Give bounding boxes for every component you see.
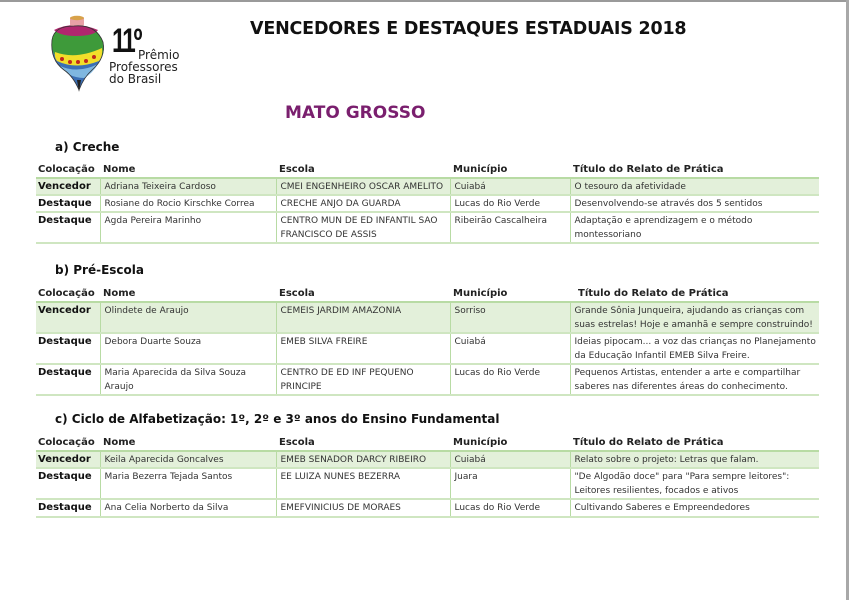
report-title-cell: Ideias pipocam... a voz das crianças no Planejamento da Educação Infantil EMEB Silva Freire. — [570, 333, 819, 364]
table-row — [36, 195, 819, 212]
report-title-cell: Desenvolvendo-se através dos 5 sentidos — [570, 195, 819, 212]
table-row — [36, 302, 819, 333]
table-row — [36, 333, 819, 364]
city-cell: Lucas do Rio Verde — [450, 499, 570, 517]
column-header-municipio: Município — [450, 163, 570, 178]
report-title-cell: O tesouro da afetividade — [570, 178, 819, 195]
spinning-top-icon — [46, 14, 112, 94]
report-title-cell: Relato sobre o projeto: Letras que falam. — [570, 451, 819, 468]
placement-cell: Destaque — [36, 195, 100, 212]
city-cell: Sorriso — [450, 302, 570, 333]
table-row — [36, 499, 819, 517]
city-cell: Juara — [450, 468, 570, 499]
report-title-cell: Grande Sônia Junqueira, ajudando as crianças com suas estrelas! Hoje e amanhã e sempre construindo! — [570, 302, 819, 333]
city-cell: Lucas do Rio Verde — [450, 195, 570, 212]
school-cell: CENTRO DE ED INF PEQUENO PRINCIPE — [276, 364, 450, 395]
placement-cell: Destaque — [36, 333, 100, 364]
report-title-cell: Cultivando Saberes e Empreendedores — [570, 499, 819, 517]
school-cell: CRECHE ANJO DA GUARDA — [276, 195, 450, 212]
state-title: MATO GROSSO — [285, 103, 426, 123]
column-header-colocacao: Colocação — [36, 436, 100, 451]
city-cell: Cuiabá — [450, 178, 570, 195]
logo-text-premio: Prêmio — [138, 48, 180, 62]
page-top-border — [0, 0, 849, 2]
column-header-titulo: Título do Relato de Prática — [570, 163, 819, 178]
placement-cell: Destaque — [36, 212, 100, 243]
name-cell: Debora Duarte Souza — [100, 333, 276, 364]
name-cell: Maria Bezerra Tejada Santos — [100, 468, 276, 499]
logo-text-professores: Professores — [109, 60, 178, 74]
award-logo — [46, 14, 221, 94]
school-cell: CEMEIS JARDIM AMAZONIA — [276, 302, 450, 333]
results-table-creche — [36, 163, 819, 244]
column-header-titulo: Título do Relato de Prática — [570, 436, 819, 451]
column-header-nome: Nome — [100, 287, 276, 302]
table-header-row — [36, 287, 819, 302]
name-cell: Maria Aparecida da Silva Souza Araujo — [100, 364, 276, 395]
table-header-row — [36, 436, 819, 451]
city-cell: Lucas do Rio Verde — [450, 364, 570, 395]
section-title-ciclo-alfabetizacao: c) Ciclo de Alfabetização: 1º, 2º e 3º anos do Ensino Fundamental — [55, 412, 500, 426]
name-cell: Agda Pereira Marinho — [100, 212, 276, 243]
school-cell: EMEB SENADOR DARCY RIBEIRO — [276, 451, 450, 468]
city-cell: Cuiabá — [450, 451, 570, 468]
results-table-pre-escola — [36, 287, 819, 396]
column-header-colocacao: Colocação — [36, 287, 100, 302]
school-cell: CMEI ENGENHEIRO OSCAR AMELITO — [276, 178, 450, 195]
column-header-nome: Nome — [100, 163, 276, 178]
placement-cell: Destaque — [36, 468, 100, 499]
placement-cell: Destaque — [36, 364, 100, 395]
section-title-creche: a) Creche — [55, 140, 120, 154]
table-row — [36, 364, 819, 395]
logo-text-brasil: do Brasil — [109, 72, 162, 86]
placement-cell: Destaque — [36, 499, 100, 517]
table-row — [36, 212, 819, 243]
logo-edition-number: 11º — [112, 22, 141, 60]
page-title: VENCEDORES E DESTAQUES ESTADUAIS 2018 — [250, 19, 687, 39]
school-cell: EMEFVINICIUS DE MORAES — [276, 499, 450, 517]
column-header-escola: Escola — [276, 287, 450, 302]
name-cell: Adriana Teixeira Cardoso — [100, 178, 276, 195]
school-cell: EE LUIZA NUNES BEZERRA — [276, 468, 450, 499]
column-header-titulo: Título do Relato de Prática — [570, 287, 819, 302]
table-row — [36, 468, 819, 499]
name-cell: Olindete de Araujo — [100, 302, 276, 333]
city-cell: Cuiabá — [450, 333, 570, 364]
city-cell: Ribeirão Cascalheira — [450, 212, 570, 243]
school-cell: CENTRO MUN DE ED INFANTIL SAO FRANCISCO DE ASSIS — [276, 212, 450, 243]
results-table-ciclo-alfabetizacao — [36, 436, 819, 518]
placement-cell: Vencedor — [36, 178, 100, 195]
table-row — [36, 178, 819, 195]
column-header-municipio: Município — [450, 436, 570, 451]
column-header-colocacao: Colocação — [36, 163, 100, 178]
table-row — [36, 451, 819, 468]
section-title-pre-escola: b) Pré-Escola — [55, 263, 144, 277]
column-header-escola: Escola — [276, 163, 450, 178]
name-cell: Keila Aparecida Goncalves — [100, 451, 276, 468]
column-header-escola: Escola — [276, 436, 450, 451]
placement-cell: Vencedor — [36, 451, 100, 468]
name-cell: Rosiane do Rocio Kirschke Correa — [100, 195, 276, 212]
report-title-cell: Adaptação e aprendizagem e o método montessoriano — [570, 212, 819, 243]
column-header-municipio: Município — [450, 287, 570, 302]
placement-cell: Vencedor — [36, 302, 100, 333]
report-title-cell: Pequenos Artistas, entender a arte e compartilhar saberes nas diferentes áreas do conhecimento. — [570, 364, 819, 395]
school-cell: EMEB SILVA FREIRE — [276, 333, 450, 364]
name-cell: Ana Celia Norberto da Silva — [100, 499, 276, 517]
table-header-row — [36, 163, 819, 178]
report-title-cell: "De Algodão doce" para "Para sempre leitores": Leitores resilientes, focados e ativos — [570, 468, 819, 499]
column-header-nome: Nome — [100, 436, 276, 451]
